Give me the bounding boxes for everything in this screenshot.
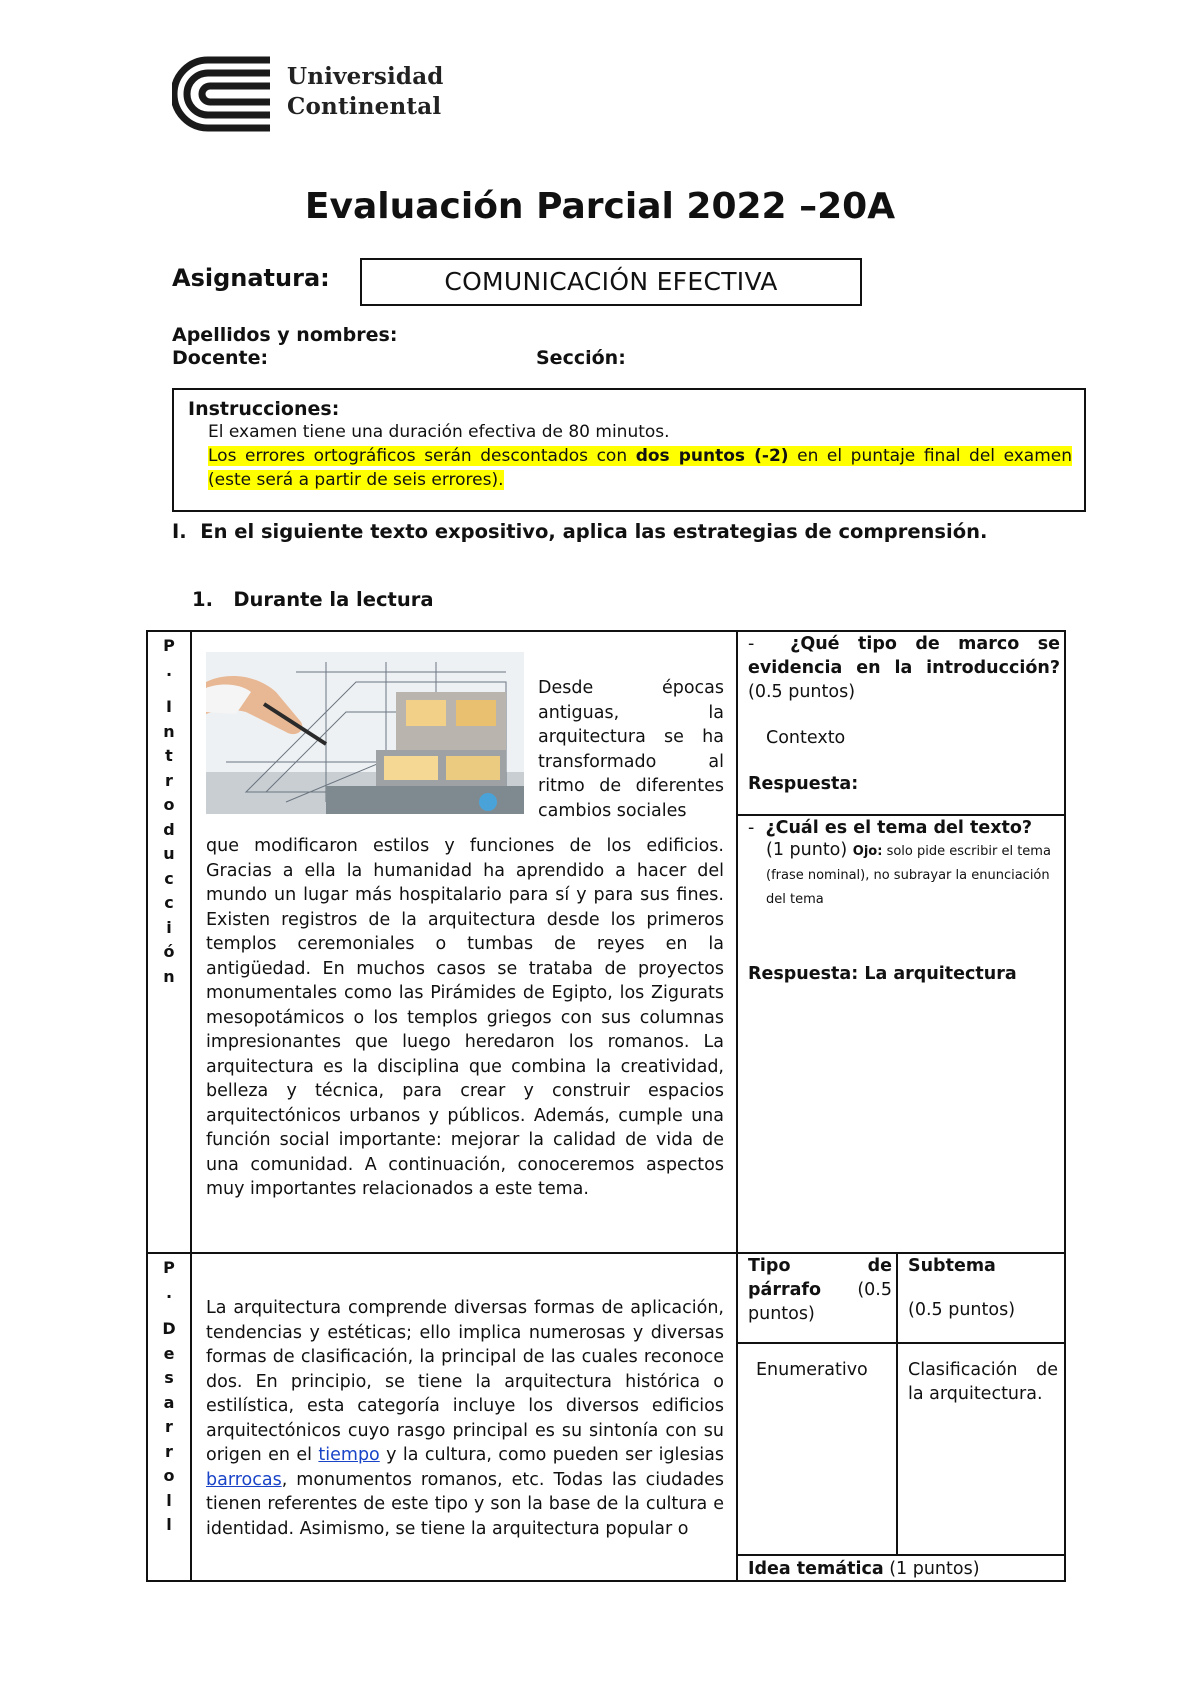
row2-text-cell (190, 1252, 738, 1582)
row2-paragraph-c: , monumentos romanos, etc. Todas las ciudades tienen referentes de este tipo y son la base de la cultura e identidad. Asimismo, se tiene la arquitectura popular o (206, 1469, 724, 1539)
q1-question-bold: ¿Qué tipo de marco se evidencia en la introducción? (748, 634, 1060, 678)
tipo-points: (0.5 puntos) (748, 1280, 892, 1324)
names-label: Apellidos y nombres: (172, 324, 398, 346)
subtema-header-cell (896, 1252, 1066, 1344)
section-i-heading (172, 520, 987, 543)
row1-paragraph-body: que modificaron estilos y funciones de los edificios. Gracias a ella la humanidad ha aprendido a hacer del mundo un lugar más hospitalario para sí y para sus fines. Existen registros de la arquitectura desde los primeros templos ceremoniales o tumbas de reyes en la antigüedad. En muchos casos se trataba de proyectos monumentales como las Pirámides de Egipto, los Zigurats mesopotámicos o los templos griegos con sus columnas impresionantes que luego heredaron los romanos. La arquitectura es la disciplina que combina la creatividad, belleza y técnica, para crear y construir espacios arquitectónicos urbanos y públicos. Además, cumple una función social importante: mejorar la calidad de vida de una comunidad. A continuación, conoceremos aspectos muy importantes relacionados a este tema. (206, 836, 724, 1199)
row1-label: P . I n t r o d u c c i ó n (163, 636, 175, 986)
row2-paragraph (206, 1296, 724, 1541)
teacher-label: Docente: (172, 347, 269, 369)
row2-paragraph-a: La arquitectura comprende diversas formas de aplicación, tendencias y estéticas; ello implica numerosas y diversas formas de clasificación, la principal de las cuales reconoce dos. En principio, se tiene la arquitectura histórica o estilística, esta categoría incluye los diversos edificios arquitectónicos cuyo rasgo principal es su sintonía con su origen en el (206, 1298, 724, 1465)
instructions-line1: El examen tiene una duración efectiva de 80 minutos. (208, 422, 670, 442)
instructions-title: Instrucciones: (188, 398, 340, 420)
logo-mark-icon (172, 56, 272, 132)
architecture-sketch-image (206, 652, 524, 814)
section-1-number: 1. (192, 588, 213, 611)
row2-label: P . D e s a r r o l l (162, 1258, 176, 1534)
instructions-box (172, 388, 1086, 512)
idea-tematica-cell (736, 1554, 1066, 1582)
q1-cell (736, 630, 1066, 816)
q2-answer-value: La arquitectura (864, 964, 1017, 984)
q1-answer-label: Respuesta: (748, 774, 859, 794)
section-i-text: En el siguiente texto expositivo, aplica las estrategias de comprensión. (200, 520, 988, 543)
instructions-line2-pre: Los errores ortográficos serán descontados con (208, 446, 636, 466)
row2-paragraph-b: y la cultura, como pueden ser iglesias (379, 1445, 724, 1465)
section-1-heading (192, 588, 434, 611)
tipo-answer-cell (736, 1342, 898, 1556)
section-i-number: I. (172, 520, 187, 543)
university-name-line1: Universidad (287, 63, 444, 90)
subtema-answer: Clasificación de la arquitectura. (908, 1360, 1058, 1404)
tipo-header-cell (736, 1252, 898, 1344)
q2-note-bold: Ojo: (852, 844, 883, 859)
row2-label-cell (146, 1252, 192, 1582)
subtema-label: Subtema (908, 1256, 996, 1276)
q1-dash: - (748, 634, 755, 654)
tipo-header (748, 1254, 892, 1326)
instructions-line2 (208, 444, 1072, 492)
q1-option: Contexto (766, 728, 846, 748)
q2-points: (1 punto) (766, 840, 848, 860)
q1-question (748, 632, 1060, 704)
subtema-points: (0.5 puntos) (908, 1300, 1016, 1320)
university-logo (172, 56, 442, 132)
tipo-answer: Enumerativo (756, 1360, 868, 1380)
q2-dash: - (748, 818, 755, 838)
page-title: Evaluación Parcial 2022 –20A (304, 186, 896, 227)
row1-paragraph-top: Desde épocas antiguas, la arquitectura se ha transformado al ritmo de diferentes cambios sociales (538, 678, 724, 821)
instructions-line2-bold: dos puntos (-2) (635, 446, 789, 466)
section-1-text: Durante la lectura (233, 588, 434, 611)
idea-points: (1 puntos) (883, 1559, 980, 1579)
idea-tematica (748, 1557, 980, 1581)
q2-question-bold: ¿Cuál es el tema del texto? (765, 818, 1033, 838)
link-tiempo[interactable]: tiempo (318, 1445, 380, 1465)
instructions-line2-post: en el puntaje final del examen (este será a partir de seis errores). (208, 446, 1072, 490)
subject-label: Asignatura: (172, 264, 330, 292)
link-barrocas[interactable]: barrocas (206, 1469, 282, 1490)
university-name-line2: Continental (287, 93, 442, 120)
q2-question (748, 816, 1060, 840)
subject-box: COMUNICACIÓN EFECTIVA (360, 258, 862, 306)
q2-points-and-note (766, 838, 1058, 910)
tipo-label: Tipo de párrafo (748, 1256, 892, 1300)
q2-note-text: solo pide escribir el tema (frase nominal), no subrayar la enunciación del tema (766, 844, 1051, 907)
row1-label-cell (146, 630, 192, 1254)
q2-answer (748, 962, 1017, 986)
row1-text-cell (190, 630, 738, 1254)
subtema-answer-cell (896, 1342, 1066, 1556)
q2-answer-label: Respuesta: (748, 964, 859, 984)
q1-points: (0.5 puntos) (748, 682, 856, 702)
idea-label: Idea temática (748, 1559, 884, 1579)
q2-cell (736, 814, 1066, 1254)
section-label: Sección: (536, 347, 626, 369)
